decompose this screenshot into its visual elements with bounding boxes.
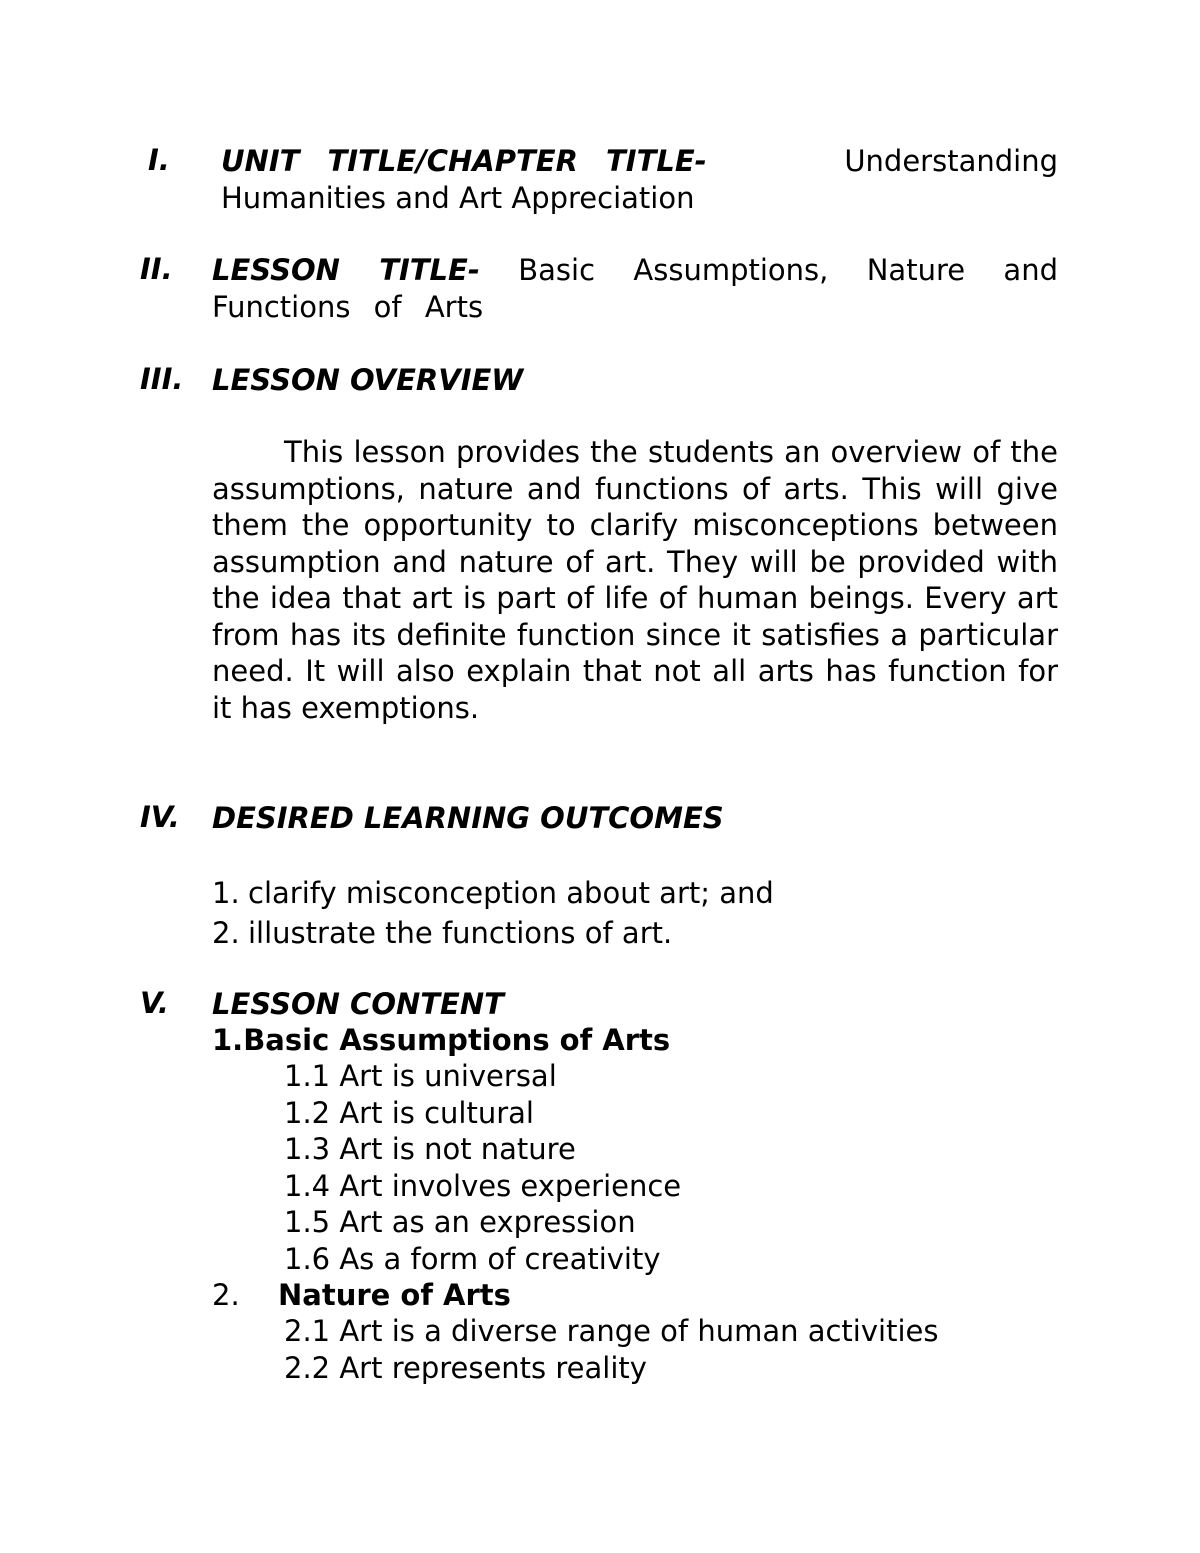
section-lesson-title [140,252,1058,332]
list-item-number: 2. [212,916,240,950]
list-item [212,873,1058,913]
section-body [221,143,1058,216]
section-numeral: I. [148,143,170,177]
list-item-text: illustrate the functions of art. [248,916,673,950]
list-item-number: 1. [212,876,240,910]
overview-heading: LESSON OVERVIEW [212,363,524,397]
section-content [140,986,1058,1396]
outcomes-list [212,873,1058,953]
section-overview [140,362,1058,772]
section-body [212,986,1058,1386]
content-heading: LESSON CONTENT [212,987,504,1021]
list-item: 1.5 Art as an expression [284,1205,636,1239]
basic-assumptions-title: 1.Basic Assumptions of Arts [212,1023,671,1057]
section-outcomes [140,800,1058,960]
nature-of-arts-title: Nature of Arts [278,1278,511,1312]
list-item: 1.2 Art is cultural [284,1095,534,1130]
nature-of-arts-heading [212,1277,1058,1313]
list-item: 2.2 Art represents reality [284,1350,647,1385]
list-item: 1.1 Art is universal [284,1059,557,1093]
unit-title-value [221,143,1058,216]
list-item [212,913,1058,953]
section-body [212,800,1058,953]
list-item: 1.4 Art involves experience [284,1168,682,1203]
nature-of-arts-number: 2. [212,1278,240,1312]
list-item-text: clarify misconception about art; and [248,876,774,910]
section-numeral: V. [140,986,169,1020]
list-item: 1.6 As a form of creativity [284,1241,661,1276]
lesson-title-text [212,252,1058,325]
list-item: 1.3 Art is not nature [284,1132,576,1166]
unit-title-value-first: Understanding [844,144,1058,178]
unit-title-line2: Humanities and Art Appreciation [221,180,695,215]
section-numeral: III. [140,362,184,396]
overview-paragraph: This lesson provides the students an overview of the assumptions, nature and functions of arts. This will give them the opportunity to clarify misconceptions between assumption and nature of art. They will be provided with the idea that art is part of life of human beings. Every art from has its definite function since it satisfies a particular need. It will also explain that not all arts has function for it has exemptions. [212,435,1058,725]
section-numeral: II. [140,252,173,286]
section-body [212,252,1058,325]
section-unit-title [140,143,1058,223]
section-numeral: IV. [140,800,180,834]
unit-title-label: UNIT TITLE/CHAPTER TITLE- [221,144,707,178]
lesson-title-label: LESSON TITLE- [212,253,480,287]
lesson-title-value: Basic Assumptions, Nature and Functions of Arts [212,253,1058,324]
list-item: 2.1 Art is a diverse range of human activities [284,1314,939,1348]
outcomes-heading: DESIRED LEARNING OUTCOMES [212,801,724,835]
section-body [212,362,1058,726]
